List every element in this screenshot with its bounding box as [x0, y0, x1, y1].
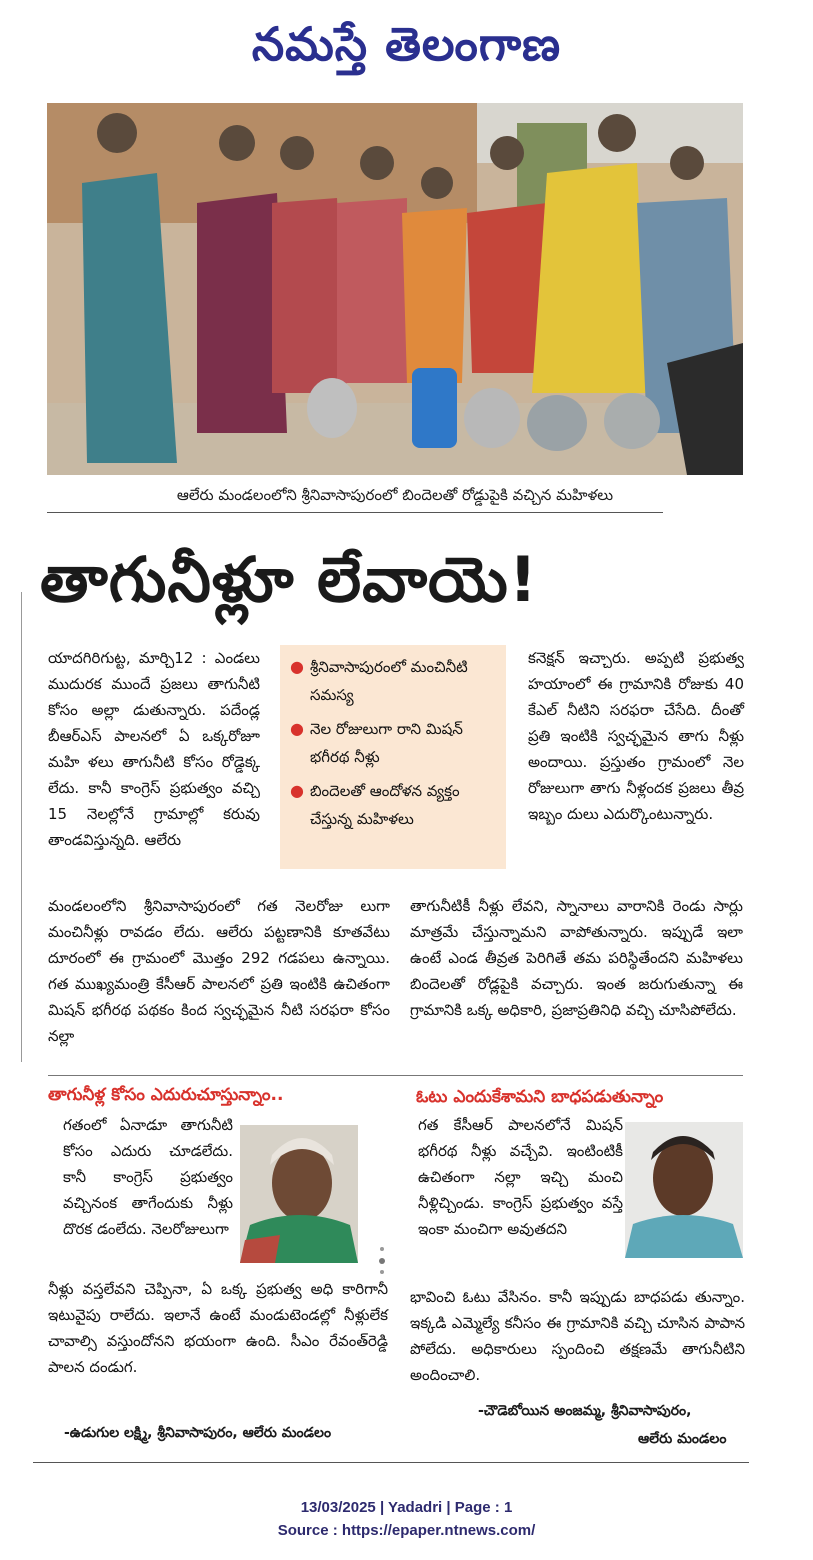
quote2-text-b: భావించి ఓటు వేసినం. కానీ ఇప్పుడు బాధపడు తున్నాం. ఇక్కడి ఎమ్మెల్యే కనీసం ఈ గ్రామానికి వచ్చి చూసిన పాపాన పోలేదు. అధికారులు స్పందించి తక్షణమే తాగునీటిని అందించాలి.	[410, 1288, 745, 1384]
quote2-signature: -చౌడెబోయిన అంజమ్మ, శ్రీనివాసాపురం,	[478, 1403, 692, 1419]
column-ornament	[378, 1245, 386, 1275]
bullet-icon: ●	[290, 781, 304, 800]
news-photo	[47, 103, 743, 475]
headline: తాగునీళ్లూ లేవాయె!	[40, 543, 539, 616]
article-column-3	[528, 645, 744, 827]
masthead-title: నమస్తే తెలంగాణ	[251, 17, 562, 71]
photo-illustration	[47, 103, 743, 475]
quote1-heading: తాగునీళ్ల కోసం ఎదురుచూస్తున్నాం..	[48, 1085, 284, 1105]
article-lower-right	[410, 893, 743, 1023]
quote2-heading: ఓటు ఎందుకేశామని బాధపడుతున్నాం	[416, 1087, 664, 1107]
highlight-text: బిందెలతో ఆందోళన వ్యక్తం చేస్తున్న మహిళలు	[309, 782, 460, 828]
quote2-text-top	[418, 1112, 623, 1242]
portrait-illustration	[240, 1125, 358, 1263]
quote2-signature-place: ఆలేరు మండలం	[638, 1431, 727, 1447]
highlight-item	[290, 653, 496, 709]
bullet-icon: ●	[290, 719, 304, 738]
quote1-text-top	[63, 1112, 233, 1242]
footer-source[interactable]: Source : https://epaper.ntnews.com/	[277, 1522, 536, 1539]
quote1-text-bottom	[48, 1276, 388, 1380]
quote1-text-b: నీళ్లు వస్తలేవని చెప్పినా, ఏ ఒక్క ప్రభుత్వ అధి కారిగానీ ఇటువైపు రాలేదు. ఇలానే ఉంటే మండుటెండల్లో నీళ్లులేక చావాల్సి వస్తుందోనని భయంగా ఉంది. సీఎం రేవంత్‌రెడ్డి పాలన దండుగ.	[48, 1280, 388, 1376]
ornament-icon	[378, 1245, 386, 1275]
section-divider	[48, 1075, 743, 1076]
footer-edition: 13/03/2025 | Yadadri | Page : 1	[300, 1499, 513, 1516]
column-rule-left	[21, 592, 22, 1062]
highlight-text: నెల రోజులుగా రాని మిషన్‌ భగీరథ నీళ్లు	[309, 720, 463, 766]
article-col3-text: కనెక్షన్‌ ఇచ్చారు. అప్పటి ప్రభుత్వ హయాంలో ఈ గ్రామానికి రోజుకు 40 కేఎల్‌ నీటిని సరఫరా చేసేది. దీంతో ప్రతి ఇంటికి స్వచ్ఛమైన తాగు నీళ్లు అందాయి. ప్రస్తుతం గ్రామంలో నెల రోజులుగా తాగు నీళ్లందక ప్రజలు తీవ్ర ఇబ్బం దులు ఎదుర్కొంటున్నారు.	[528, 649, 744, 823]
article-lower-left	[48, 893, 390, 1049]
portrait-illustration	[625, 1122, 743, 1258]
article-lower-right-text: తాగునీటికీ నీళ్లు లేవని, స్నానాలు వారానికి రెండు సార్లు మాత్రమే చేస్తున్నామని వాపోతున్నారు. ఇప్పుడే ఇలా ఉంటే ఎండ తీవ్రత పెరిగితే తమ పరిస్థితేందని మహిళలు బిందెలతో రోడ్లపైకి వచ్చారు. ఇంత జరుగుతున్నా ఈ గ్రామానికి ఒక్క అధికారి, ప్రజాప్రతినిధి వచ్చి చూసిపోలేదు.	[410, 897, 743, 1019]
article-lower-left-text: మండలంలోని శ్రీనివాసాపురంలో గత నెలరోజు లుగా మంచినీళ్లు రావడం లేదు. ఆలేరు పట్టణానికి కూతవేటు దూరంలో ఈ గ్రామంలో మొత్తం 292 గడపలు ఉన్నాయి. గత ముఖ్యమంత్రి కేసీఆర్‌ పాలనలో ప్రతి ఇంటికి ఉచితంగా మిషన్‌ భగీరథ పథకం కింద స్వచ్ఛమైన నీటి సరఫరా కోసం నల్లా	[48, 897, 390, 1045]
highlight-item	[290, 777, 496, 833]
article-col1-text: యాదగిరిగుట్ట, మార్చి12 : ఎండలు ముదురక ముందే ప్రజలు తాగునీటి కోసం అల్లా డుతున్నారు. పదేండ్ల బీఆర్‌ఎస్‌ పాలనలో ఏ ఒక్కరోజూ మహి ళలు తాగునీటి కోసం రోడ్డెక్క లేదు. కానీ కాంగ్రెస్‌ ప్రభుత్వం వచ్చి 15 నెలల్లోనే గ్రామాల్లో కరువు తాండవిస్తున్నది. ఆలేరు	[48, 649, 260, 849]
article-column-1	[48, 645, 260, 853]
quote1-signature: -ఉడుగుల లక్ష్మి, శ్రీనివాసాపురం, ఆలేరు మండలం	[64, 1425, 332, 1441]
quote1-text-a: గతంలో ఏనాడూ తాగునీటి కోసం ఎదురు చూడలేదు. కానీ కాంగ్రెస్‌ ప్రభుత్వం వచ్చినంక తాగేందుకు నీళ్లు దొరక డంలేదు. నెలరోజులుగా	[63, 1116, 233, 1238]
portrait-anjamma	[625, 1122, 743, 1258]
photo-caption: ఆలేరు మండలంలోని శ్రీనివాసాపురంలో బిందెలతో రోడ్డుపైకి వచ్చిన మహిళలు	[176, 486, 614, 504]
highlight-text: శ్రీనివాసాపురంలో మంచినీటి సమస్య	[309, 658, 468, 704]
quote2-text-bottom	[410, 1284, 745, 1388]
portrait-lakshmi	[240, 1125, 358, 1263]
highlights-box	[280, 645, 506, 869]
caption-divider	[47, 512, 663, 513]
bullet-icon: ●	[290, 657, 304, 676]
bottom-divider	[33, 1462, 749, 1463]
highlight-item	[290, 715, 496, 771]
quote2-text-a: గత కేసీఆర్‌ పాలనలోనే మిషన్‌ భగీరథ నీళ్లు వచ్చేవి. ఇంటింటికీ ఉచితంగా నల్లా ఇచ్చి మంచి నీళ్లిచ్చిండు. కాంగ్రెస్‌ ప్రభుత్వం వస్తే ఇంకా మంచిగా అవుతదని	[418, 1116, 623, 1238]
